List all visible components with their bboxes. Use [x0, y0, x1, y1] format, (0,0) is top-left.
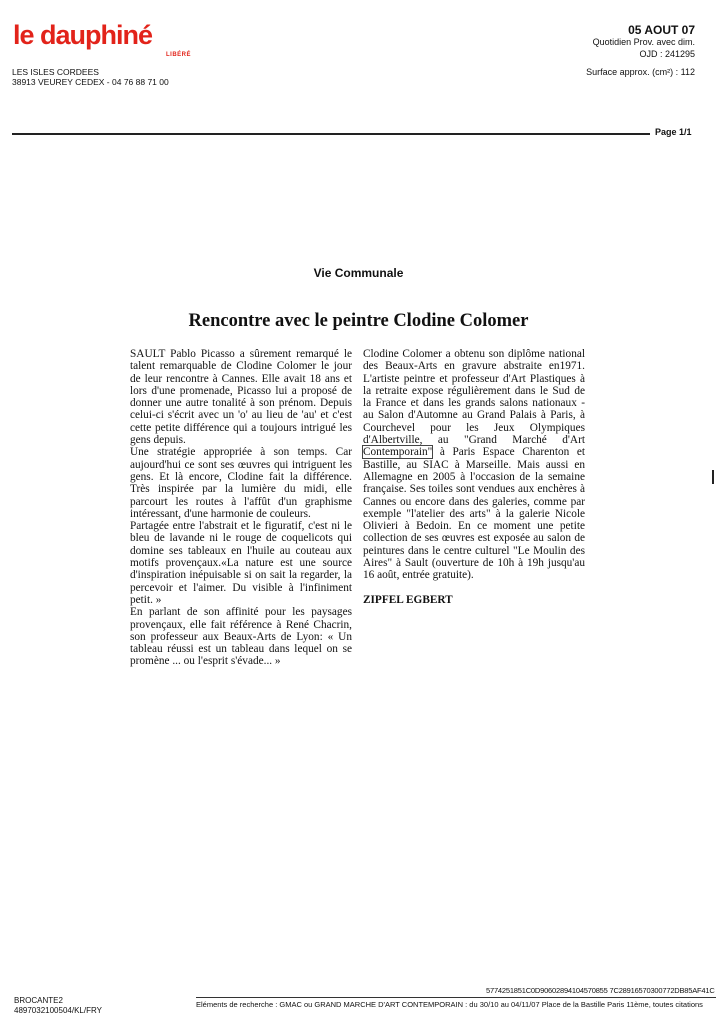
address-line-2: 38913 VEUREY CEDEX - 04 76 88 71 00: [12, 77, 169, 87]
paragraph: [363, 348, 585, 582]
ojd-count: OJD : 241295: [639, 49, 695, 59]
newspaper-logo-subtitle: LIBÉRÉ: [166, 52, 192, 58]
section-title: Vie Communale: [313, 266, 404, 280]
paragraph-text: à Paris Espace Charenton et Bastille, au SIAC à Marseille. Mais aussi en Allemagne en 2005 à l'occasion de la semaine française. Ses toiles sont vendues aux enchères à Cannes ou encore dans des galeries, comme par exemple "l'atelier des arts" à la galerie Nicole Olivieri à Bedoin. En ce moment une petite collection de ses œuvres est exposée au salon de peintures dans le centre culturel "Le Moulin des Aires" à Sault (ouverture de 10h à 19h jusqu'au 16 août, entrée gratuite).: [363, 446, 585, 582]
document-hash: 5774251851C0D90602894104570855 7C28916570300772DB85AF41C: [486, 986, 715, 995]
paragraph: En parlant de son affinité pour les paysages provençaux, elle fait référence à René Chacrin, son professeur aux Beaux-Arts de Lyon: « Un tableau réussi est un tableau dans lequel on se promène ... ou l'esprit s'évade... »: [130, 606, 352, 668]
header-divider: [12, 133, 650, 135]
address-line-1: LES ISLES CORDEES: [12, 67, 99, 77]
paragraph: Une stratégie appropriée à son temps. Car aujourd'hui ce sont ses œuvres qui intriguent les gens. Et là encore, Clodine fait la différence. Très inspirée par la lumière du midi, elle parcourt les routes à l'affût d'un graphisme intéressant, d'une harmonie de couleurs.: [130, 446, 352, 520]
margin-mark: [712, 470, 714, 484]
newspaper-logo: le dauphiné: [13, 20, 153, 50]
highlighted-search-term: Contemporain": [363, 446, 433, 459]
client-code: BROCANTE2: [14, 996, 63, 1005]
article-headline: Rencontre avec le peintre Clodine Colomer: [188, 311, 529, 331]
article-column-right: [363, 348, 585, 606]
page-number: Page 1/1: [655, 127, 692, 137]
publisher-address: [12, 67, 169, 87]
surface-area: Surface approx. (cm²) : 112: [586, 67, 695, 77]
reference-code: 4897032100504/KL/FRY: [14, 1006, 102, 1015]
search-elements: Eléments de recherche : GMAC ou GRAND MARCHE D'ART CONTEMPORAIN : du 30/10 au 04/11/07 Place de la Bastille Paris 11ème, toutes citations: [196, 997, 716, 1010]
publication-meta: [586, 24, 695, 78]
paragraph: SAULT Pablo Picasso a sûrement remarqué le talent remarquable de Clodine Colomer le jour de leur rencontre à Cannes. Elle avait 18 ans et lors d'une promenade, Picasso lui a proposé de donner une autre tonalité à son prénom. Depuis celui-ci s'écrit avec un 'o' au lieu de 'au' et c'est cette petite différence qui a toujours intrigué les gens depuis.: [130, 348, 352, 447]
article-signature: ZIPFEL EGBERT: [363, 593, 453, 606]
publication-date: 05 AOUT 07: [628, 23, 695, 37]
paragraph: Partagée entre l'abstrait et le figuratif, c'est ni le bleu de lavande ni le rouge de coquelicots qui domine ses tableaux en l'huile au couteau aux motifs provençaux.«La nature est une source d'inspiration inépuisable si on sait la regarder, la percevoir et l'aimer. Du visible à l'infiniment petit. »: [130, 520, 352, 606]
footer-client-info: [14, 996, 102, 1016]
article-column-left: [130, 348, 352, 668]
periodicity: Quotidien Prov. avec dim.: [592, 37, 695, 47]
paragraph-text: Clodine Colomer a obtenu son diplôme national des Beaux-Arts en gravure abstraite en1971. L'artiste peintre et professeur d'Art Plastiques à la retraite expose régulièrement dans le Sud de la France et dans les grands salons nationaux - au Salon d'Automne au Grand Palais à Paris, à Courchevel pour les Jeux Olympiques d'Albertville, au "Grand Marché d'Art: [363, 348, 585, 447]
